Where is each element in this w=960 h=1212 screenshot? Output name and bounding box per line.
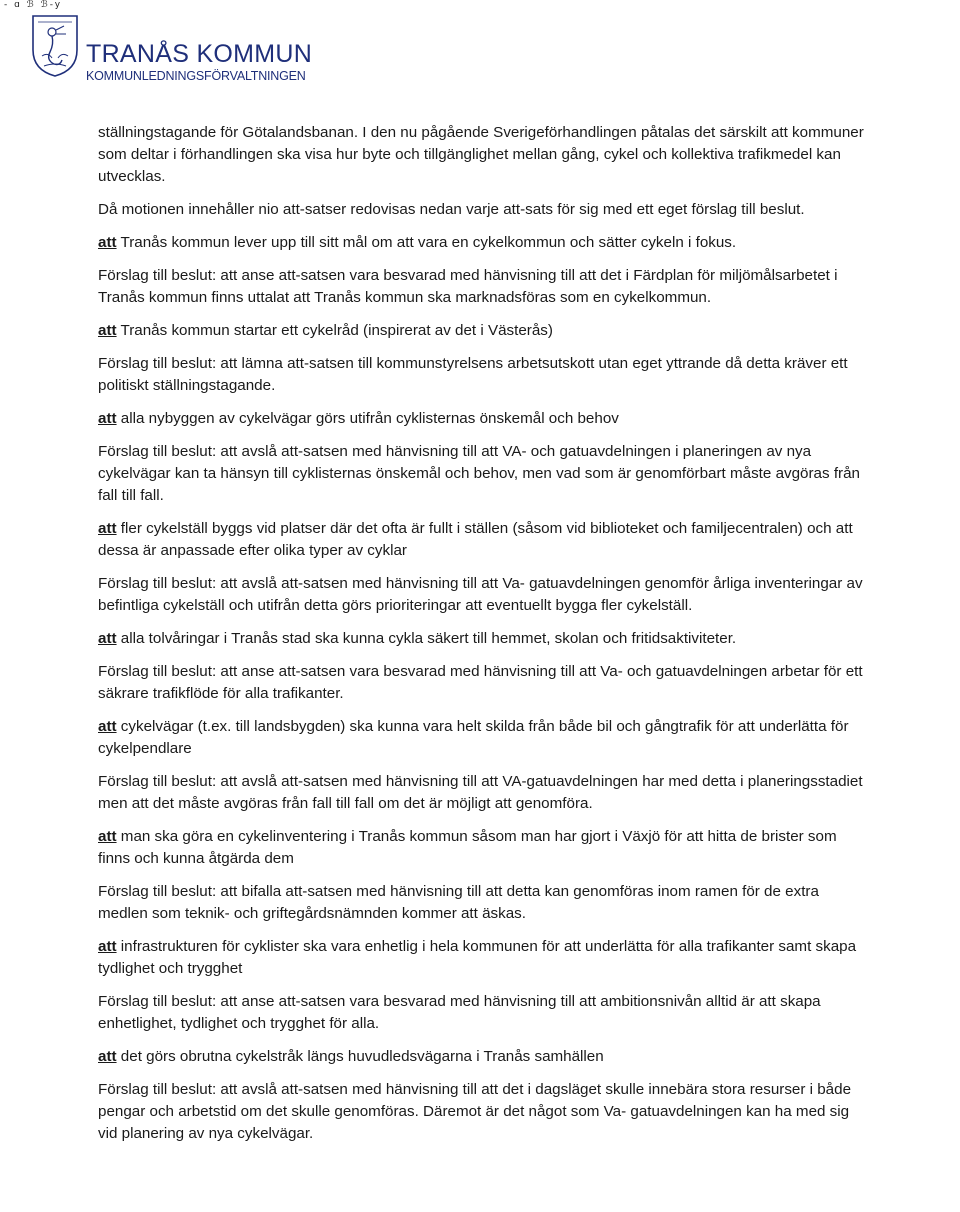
intro-paragraph: Då motionen innehåller nio att-satser redovisas nedan varje att-sats för sig med ett eget förslag till beslut. <box>98 201 805 218</box>
organization-name: TRANÅS KOMMUN <box>86 40 313 68</box>
att-keyword: att <box>98 1048 117 1065</box>
department-name: KOMMUNLEDNINGSFÖRVALTNINGEN <box>86 69 306 83</box>
proposal-paragraph: Förslag till beslut: att avslå att-satsen med hänvisning till att Va- gatuavdelningen genomför årliga inventeringar av befintliga cykelställ och utifrån detta görs prioriteringar att eventuellt bygga fler cykelställ. <box>98 575 863 614</box>
att-keyword: att <box>98 630 117 647</box>
att-keyword: att <box>98 234 117 251</box>
att-statement-text: det görs obrutna cykelstråk längs huvudledsvägarna i Tranås samhällen <box>120 1048 604 1065</box>
att-statement-text: alla nybyggen av cykelvägar görs utifrån cyklisternas önskemål och behov <box>120 410 619 427</box>
proposal-paragraph: Förslag till beslut: att avslå att-satsen med hänvisning till att VA-gatuavdelningen har med detta i planeringsstadiet men att det måste avgöras från fall till fall om det är möjligt att genomföra. <box>98 773 863 812</box>
att-statement-text: fler cykelställ byggs vid platser där det ofta är fullt i ställen (såsom vid biblioteket och familjecentralen) och att dessa är anpassade efter olika typer av cyklar <box>98 520 853 559</box>
municipal-crest-icon <box>30 12 80 78</box>
att-statement <box>98 716 868 760</box>
att-statement-text: infrastrukturen för cyklister ska vara enhetlig i hela kommunen för att underlätta för alla trafikanter samt skapa tydlighet och trygghet <box>98 938 857 977</box>
proposal-paragraph: Förslag till beslut: att lämna att-satsen till kommunstyrelsens arbetsutskott utan eget yttrande då detta kräver ett politiskt ställningstagande. <box>98 355 848 394</box>
att-statement <box>98 408 868 430</box>
att-keyword: att <box>98 410 117 427</box>
att-statement <box>98 936 868 980</box>
att-statement <box>98 232 868 254</box>
proposal-paragraph: Förslag till beslut: att bifalla att-satsen med hänvisning till att detta kan genomföras inom ramen för de extra medlen som teknik- och griftegårdsnämnden kommer att äskas. <box>98 883 819 922</box>
att-statement-text: Tranås kommun startar ett cykelråd (inspirerat av det i Västerås) <box>120 322 553 339</box>
att-statement <box>98 1046 868 1068</box>
intro-paragraph: ställningstagande för Götalandsbanan. I den nu pågående Sverigeförhandlingen påtalas det särskilt att kommuner som deltar i förhandlingen ska visa hur byte och tillgänglighet mellan gång, cykel och kollektiva trafikmedel kan utvecklas. <box>98 124 864 185</box>
att-keyword: att <box>98 520 117 537</box>
att-keyword: att <box>98 718 117 735</box>
letterhead <box>30 12 312 83</box>
proposal-paragraph: Förslag till beslut: att anse att-satsen vara besvarad med hänvisning till att ambitionsnivån alltid är att skapa enhetlighet, tydlighet och trygghet för alla. <box>98 993 821 1032</box>
att-statement-text: man ska göra en cykelinventering i Tranås kommun såsom man har gjort i Växjö för att hitta de brister som finns och kunna åtgärda dem <box>98 828 837 867</box>
att-statement <box>98 320 868 342</box>
att-statement <box>98 518 868 562</box>
proposal-paragraph: Förslag till beslut: att avslå att-satsen med hänvisning till att det i dagsläget skulle innebära stora resurser i både pengar och arbetstid om det skulle genomföras. Däremot är det något som Va- gatuavdelningen kan ha med sig vid planering av nya cykelvägar. <box>98 1081 852 1142</box>
att-keyword: att <box>98 322 117 339</box>
att-statement-text: cykelvägar (t.ex. till landsbygden) ska kunna vara helt skilda från både bil och gångtrafik för att underlätta för cykelpendlare <box>98 718 849 757</box>
att-statement-text: Tranås kommun lever upp till sitt mål om att vara en cykelkommun och sätter cykeln i fokus. <box>120 234 737 251</box>
att-statement <box>98 628 868 650</box>
att-statement <box>98 826 868 870</box>
att-keyword: att <box>98 938 117 955</box>
proposal-paragraph: Förslag till beslut: att avslå att-satsen med hänvisning till att VA- och gatuavdelningen i planeringen av nya cykelvägar kan ta hänsyn till cyklisternas önskemål och behov, men vad som är genomförbart måste avgöras från fall till fall. <box>98 443 860 504</box>
scan-marks: - ɑ ℬ ℬ-y <box>4 0 63 10</box>
att-statement-text: alla tolvåringar i Tranås stad ska kunna cykla säkert till hemmet, skolan och fritidsaktiviteter. <box>120 630 737 647</box>
proposal-paragraph: Förslag till beslut: att anse att-satsen vara besvarad med hänvisning till att det i Färdplan för miljömålsarbetet i Tranås kommun finns uttalat att Tranås kommun ska marknadsföras som en cykelkommun. <box>98 267 838 306</box>
document-body <box>98 122 868 1156</box>
att-keyword: att <box>98 828 117 845</box>
proposal-paragraph: Förslag till beslut: att anse att-satsen vara besvarad med hänvisning till att Va- och gatuavdelningen arbetar för ett säkrare trafikflöde för alla trafikanter. <box>98 663 863 702</box>
